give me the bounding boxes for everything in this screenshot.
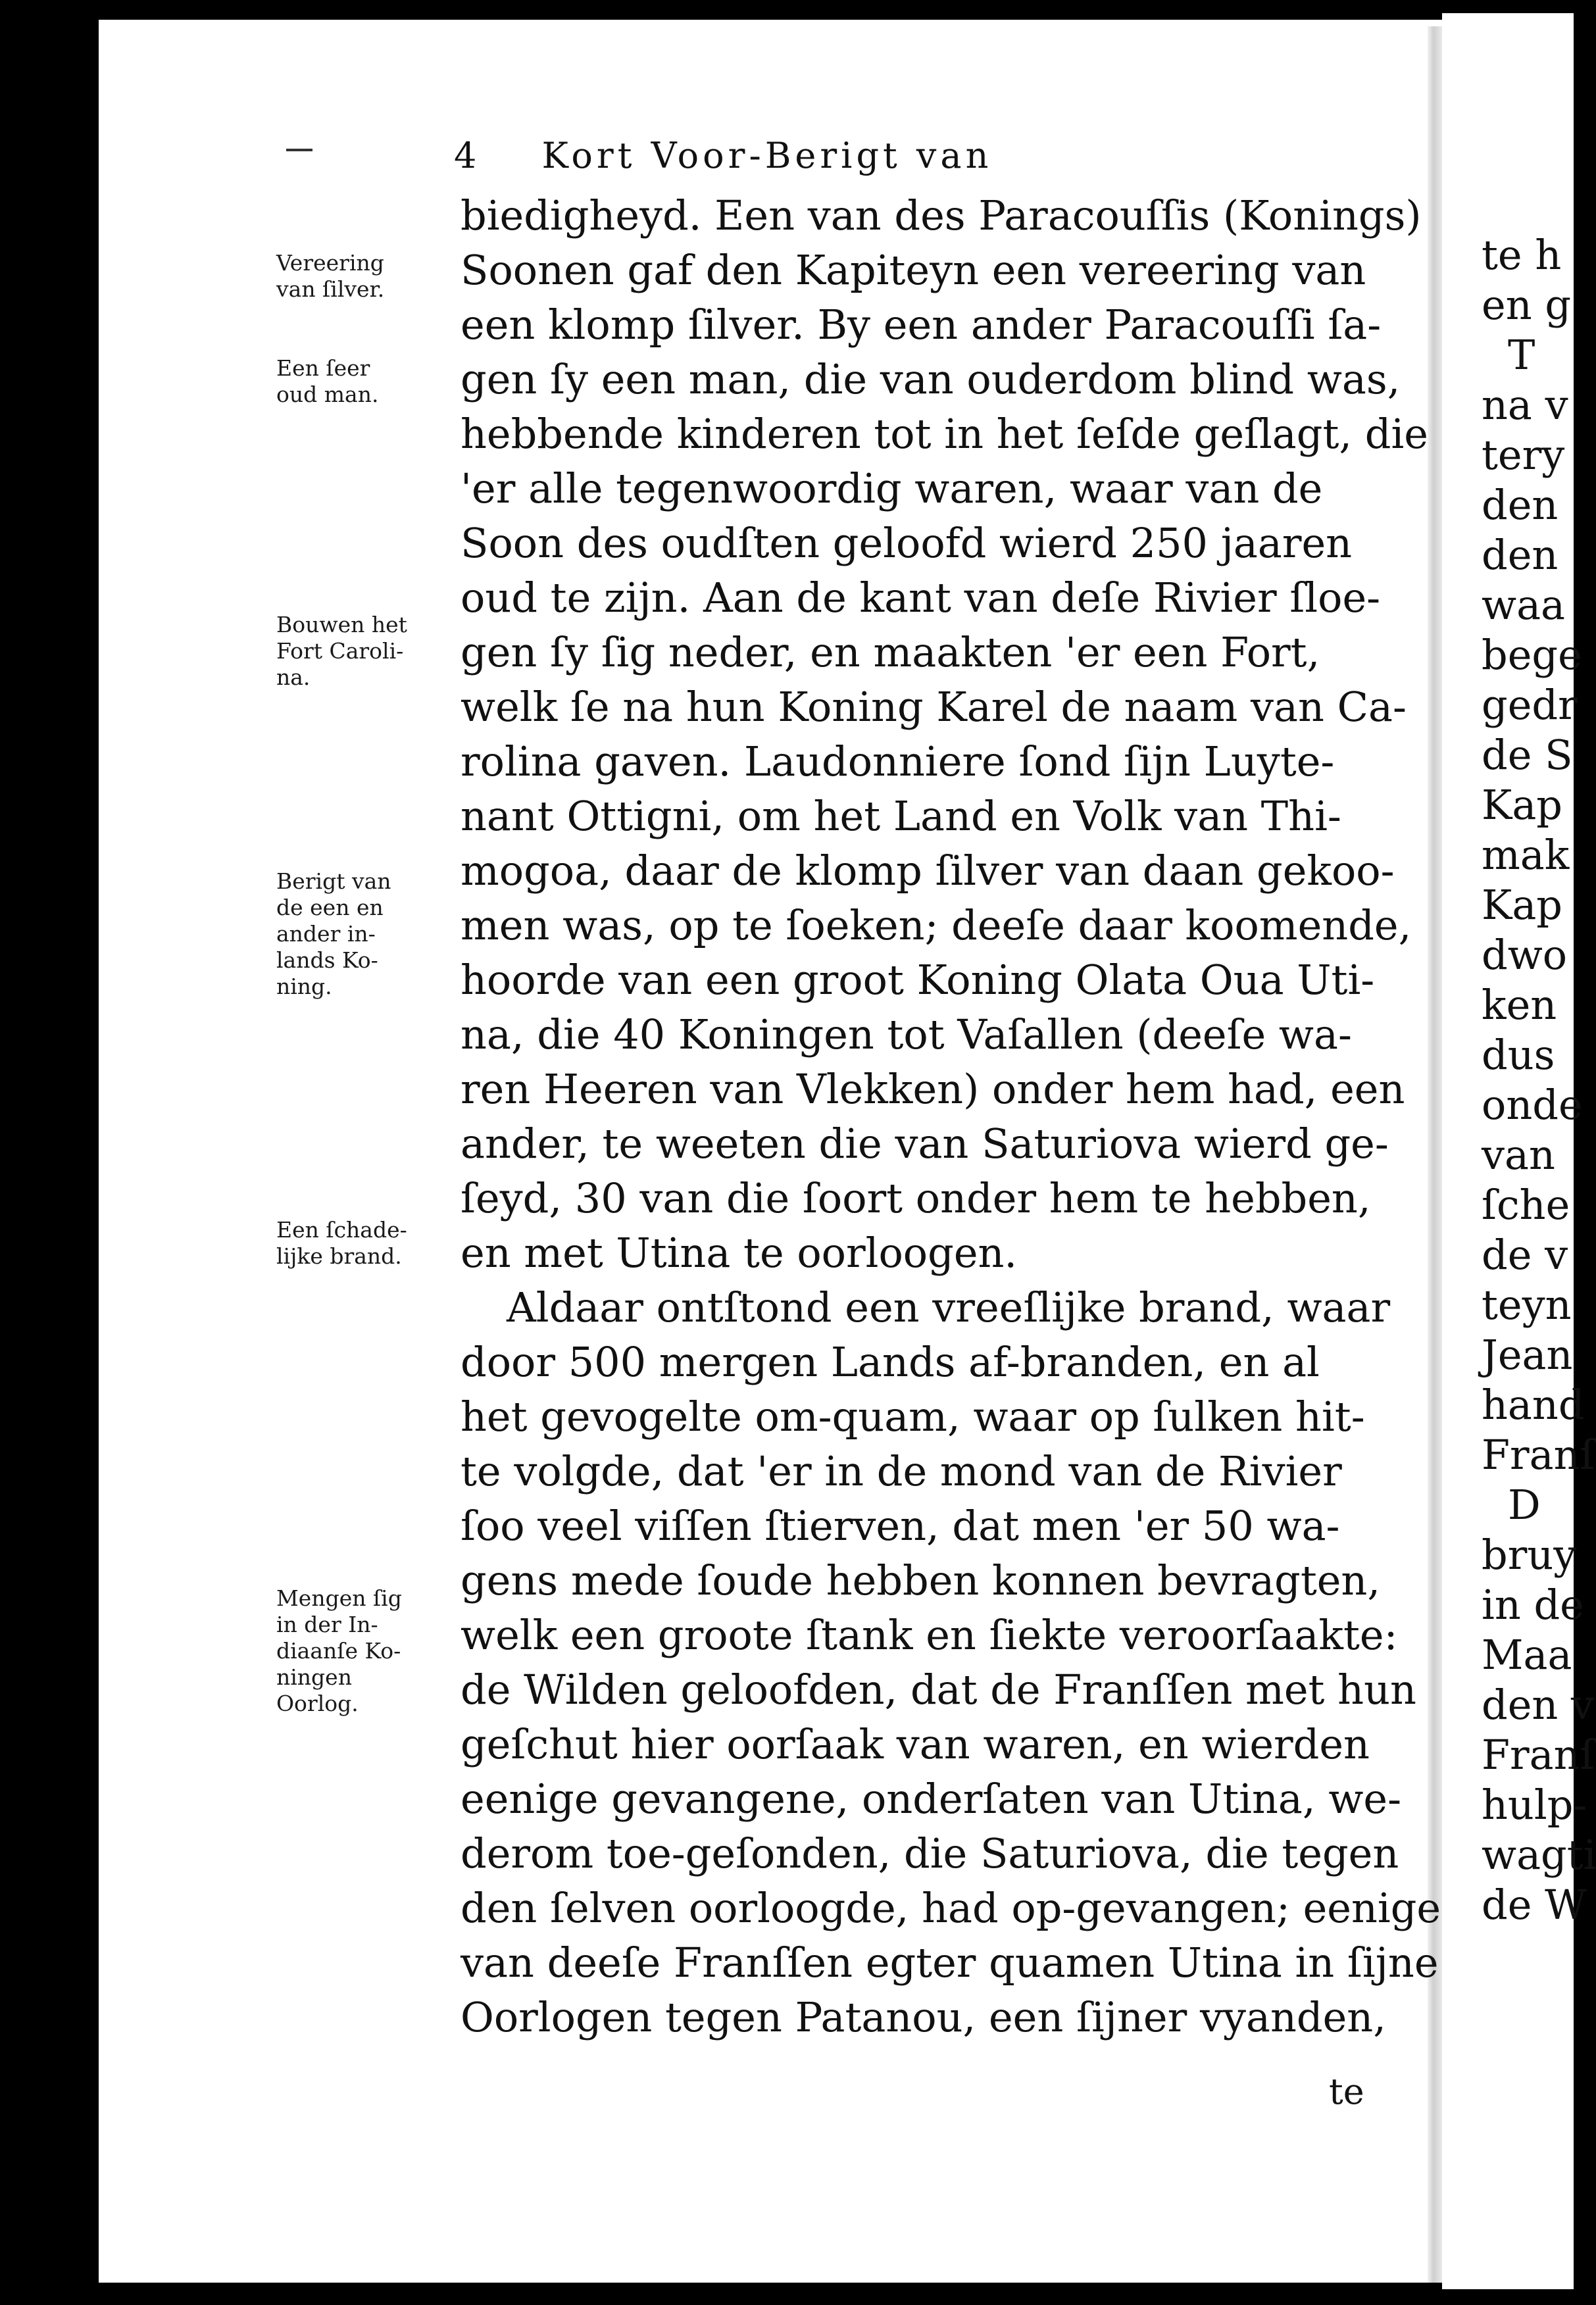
margin-note-line: Een ſeer [276,355,370,381]
text-line: hoorde van een groot Koning Olata Oua Uti- [461,956,1375,1004]
adjacent-page-line: T [1508,331,1535,379]
adjacent-page-line: in de [1482,1581,1584,1629]
text-line: gen ſy een man, die van ouderdom blind was, [461,355,1401,403]
adjacent-page-line: bege [1482,631,1582,679]
page-number: 4 [454,135,481,176]
text-line: en met Utina te oorloogen. [461,1229,1018,1277]
adjacent-page-line: Jean [1482,1331,1573,1379]
adjacent-page-line: Maa [1482,1631,1572,1679]
margin-note-line: Bouwen het [276,612,407,637]
margin-note [276,1217,461,1270]
adjacent-page-line: gedr [1482,681,1578,729]
text-line: te volgde, dat 'er in de mond van de Rivier [461,1447,1342,1495]
text-line: Aldaar ontſtond een vreeſlijke brand, waar [507,1283,1391,1331]
margin-note-line: van ſilver. [276,276,385,302]
adjacent-page-line: de v [1482,1231,1568,1279]
text-line: hebbende kinderen tot in het ſeſde geſlagt, die [461,410,1428,458]
margin-note-line: lijke brand. [276,1243,402,1269]
adjacent-page-line: hulp- [1482,1781,1587,1829]
margin-note-line: ning. [276,974,332,999]
margin-note-line: in der In- [276,1612,378,1637]
adjacent-page [1442,13,1596,2289]
adjacent-page-line: de W [1482,1881,1587,1929]
adjacent-page-line: bruy [1482,1531,1577,1579]
text-line: ſeyd, 30 van die ſoort onder hem te hebben, [461,1174,1371,1222]
margin-note-line: Mengen ſig [276,1585,402,1611]
margin-note-line: Oorlog. [276,1691,359,1716]
adjacent-page-line: mak [1482,831,1570,879]
adjacent-page-line: D [1508,1481,1541,1529]
adjacent-page-line: wagti [1482,1831,1596,1879]
margin-note-line: Fort Caroli- [276,638,404,664]
text-line: 'er alle tegenwoordig waren, waar van de [461,464,1323,512]
adjacent-page-line: ken [1482,981,1557,1029]
text-line: eenige gevangene, onderſaten van Utina, we- [461,1775,1402,1823]
adjacent-page-line: van [1482,1131,1555,1179]
adjacent-page-line: na v [1482,381,1568,429]
adjacent-page-line: dwo [1482,931,1568,979]
adjacent-page-line: Franſ [1482,1731,1595,1779]
running-title: Kort Voor-Berigt van [541,135,993,176]
text-line: oud te zijn. Aan de kant van deſe Rivier ſloe- [461,574,1381,622]
adjacent-page-line: dus [1482,1031,1555,1079]
margin-note [276,250,461,303]
adjacent-page-line: onde [1482,1081,1583,1129]
margin-note [276,355,461,408]
text-line: het gevogelte om-quam, waar op ſulken hit- [461,1393,1365,1441]
running-header [454,135,992,176]
margin-note-line: oud man. [276,382,379,407]
text-line: gen ſy ſig neder, en maakten 'er een Fort, [461,628,1320,676]
text-line: ren Heeren van Vlekken) onder hem had, een [461,1065,1405,1113]
text-line: Oorlogen tegen Patanou, een ſijner vyanden, [461,1993,1386,2041]
adjacent-page-line: den [1482,531,1559,579]
text-line: van deeſe Franſſen egter quamen Utina in ſijne [461,1939,1439,1987]
text-line: welk ſe na hun Koning Karel de naam van Ca- [461,683,1407,731]
catchword: te [1329,2071,1364,2112]
margin-note-line: Een ſchade- [276,1217,407,1243]
adjacent-page-line: tery [1482,431,1565,479]
margin-note-line: diaanſe Ko- [276,1638,401,1664]
adjacent-page-line: hand [1482,1381,1585,1429]
margin-note-line: Berigt van [276,868,391,894]
text-line: gens mede ſoude hebben konnen bevragten, [461,1556,1381,1604]
text-line: nant Ottigni, om het Land en Volk van Thi- [461,792,1341,840]
header-dash [286,149,312,151]
text-line: mogoa, daar de klomp ſilver van daan gekoo- [461,847,1395,895]
adjacent-page-line: den [1482,481,1559,529]
text-line: Soon des oudſten geloofd wierd 250 jaaren [461,519,1353,567]
margin-note-line: de een en [276,895,384,920]
margin-note [276,868,461,1000]
adjacent-page-line: Kap [1482,881,1562,929]
text-line: een klomp ſilver. By een ander Paracouſſi ſa- [461,301,1382,349]
text-line: ſoo veel viſſen ſtierven, dat men 'er 50 wa- [461,1502,1340,1550]
text-line: door 500 mergen Lands af-branden, en al [461,1338,1320,1386]
margin-note [276,612,461,691]
text-line: biedigheyd. Een van des Paracouſſis (Konings) [461,191,1422,239]
text-line: ander, te weeten die van Saturiova wierd ge- [461,1120,1389,1168]
text-line: geſchut hier oorſaak van waren, en wierden [461,1720,1370,1768]
text-line: derom toe-geſonden, die Saturiova, die tegen [461,1829,1399,1877]
margin-note-line: ander in- [276,921,376,947]
adjacent-page-line: teyn [1482,1281,1572,1329]
adjacent-page-line: den v [1482,1681,1595,1729]
adjacent-page-line: waa [1482,581,1565,629]
adjacent-page-line: te h [1482,231,1562,279]
text-line: de Wilden geloofden, dat de Franſſen met hun [461,1666,1416,1714]
text-line: men was, op te ſoeken; deeſe daar koomende, [461,901,1412,949]
adjacent-page-line: ſche [1482,1181,1570,1229]
adjacent-page-line: Kap [1482,781,1562,829]
margin-note-line: na. [276,664,311,690]
margin-note-line: ningen [276,1664,352,1690]
text-line: rolina gaven. Laudonniere ſond ſijn Luyte- [461,737,1335,785]
adjacent-page-line: de S [1482,731,1573,779]
margin-note [276,1585,461,1717]
adjacent-page-line: Franſ [1482,1431,1595,1479]
margin-note-line: Vereering [276,250,384,276]
text-line: na, die 40 Koningen tot Vaſallen (deeſe wa- [461,1010,1352,1058]
adjacent-page-line: en g [1482,281,1572,329]
margin-note-line: lands Ko- [276,947,378,973]
text-line: Soonen gaf den Kapiteyn een vereering van [461,246,1366,294]
text-line: den ſelven oorloogde, had op-gevangen; eenige [461,1884,1441,1932]
text-line: welk een groote ſtank en ſiekte veroorſaakte: [461,1611,1398,1659]
